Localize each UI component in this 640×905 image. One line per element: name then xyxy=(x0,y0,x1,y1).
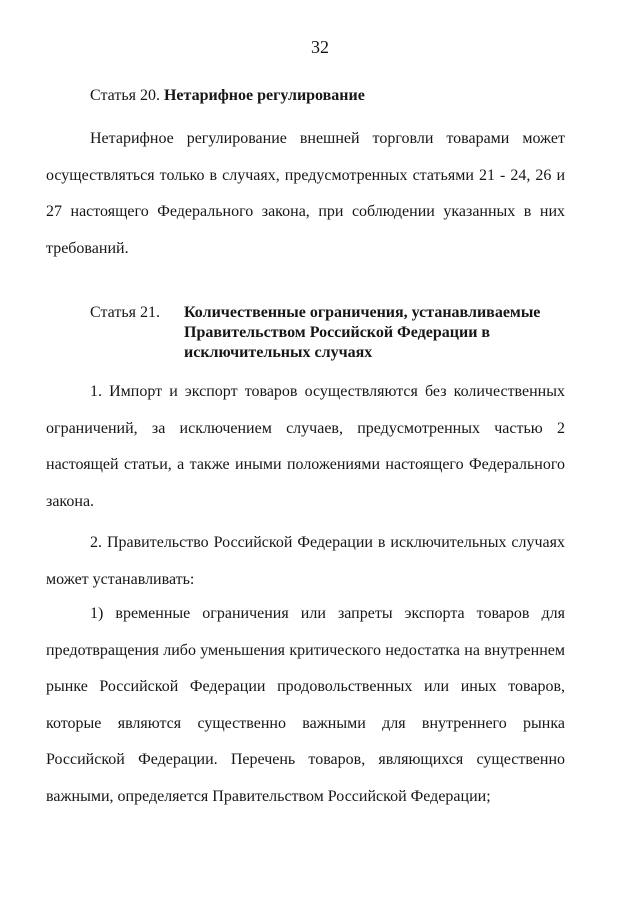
article-21-label: Статья 21. xyxy=(90,304,160,321)
article-20-heading xyxy=(90,85,365,107)
article-21-subparagraph-1: 1) временные ограничения или запреты экспорта товаров для предотвращения либо уменьшения критического недостатка на внутреннем рынке Российской Федерации продовольственных или иных товаров, которые являются существенно важными для внутреннего рынка Российской Федерации. Перечень товаров, являющихся существенно важными, определяется Правительством Российской Федерации; xyxy=(46,605,565,805)
article-20-text: Нетарифное регулирование внешней торговли товарами может осуществляться только в случаях, предусмотренных статьями 21 - 24, 26 и 27 настоящего Федерального закона, при соблюдении указанных в них требований. xyxy=(46,130,565,257)
article-21-title: Количественные ограничения, устанавливаемые Правительством Российской Федерации в исключительных случаях xyxy=(184,304,541,361)
page-number: 32 xyxy=(311,37,329,57)
article-20-title: Нетарифное регулирование xyxy=(163,87,365,104)
article-20-label: Статья 20. xyxy=(90,87,160,104)
article-21-paragraph-2: 2. Правительство Российской Федерации в исключительных случаях может устанавливать: xyxy=(46,534,565,588)
article-21-paragraph-1: 1. Импорт и экспорт товаров осуществляются без количественных ограничений, за исключением случаев, предусмотренных частью 2 настоящей статьи, а также иными положениями настоящего Федерального закона. xyxy=(46,383,565,510)
